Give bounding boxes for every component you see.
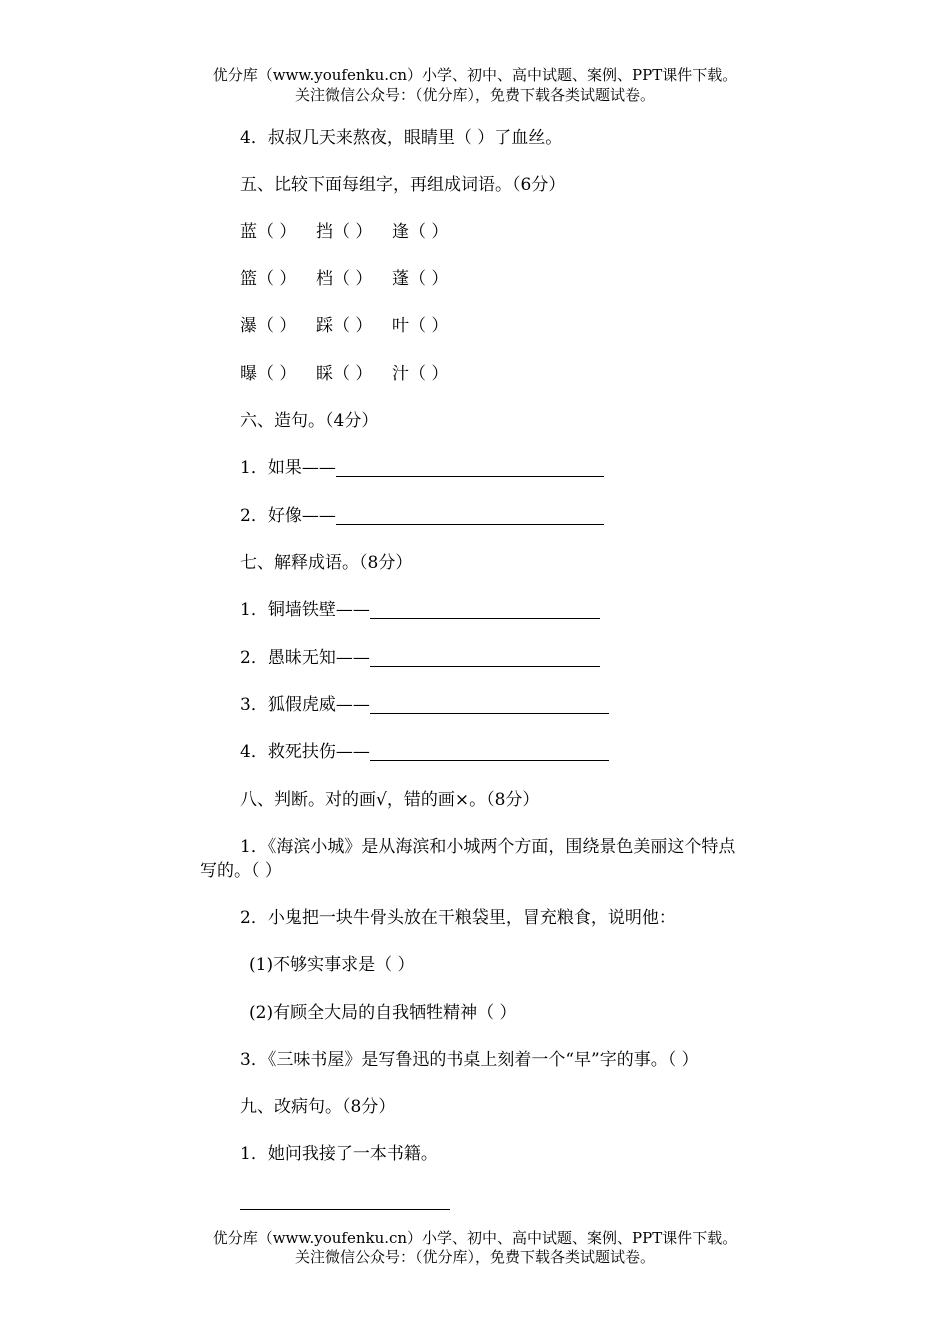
char-cell: 曝（ ） — [240, 364, 297, 384]
section-5-row-2 — [240, 268, 468, 290]
char-cell: 蓬（ ） — [392, 269, 449, 289]
section-8-item-2-sub-2: (2)有顾全大局的自我牺牲精神（ ） — [249, 1003, 517, 1023]
header-line-2: 关注微信公众号：（优分库），免费下载各类试题试卷。 — [294, 86, 655, 104]
item-label: 3．狐假虎威—— — [240, 695, 370, 715]
section-8-item-1-line-1: 1．《海滨小城》是从海滨和小城两个方面，围绕景色美丽这个特点 — [240, 837, 736, 857]
section-6-title: 六、造句。（4分） — [240, 411, 379, 431]
char-cell: 逢（ ） — [392, 222, 449, 242]
char-cell: 档（ ） — [316, 269, 373, 289]
item-label: 1．铜墙铁壁—— — [240, 600, 370, 620]
char-cell: 瀑（ ） — [240, 316, 297, 336]
answer-blank[interactable] — [370, 695, 609, 714]
section-7-title: 七、解释成语。（8分） — [240, 553, 413, 573]
char-cell: 篮（ ） — [240, 269, 297, 289]
footer-line-1: 优分库（www.youfenku.cn）小学、初中、高中试题、案例、PPT课件下载。 — [212, 1229, 738, 1247]
question-4-item-4: 4．叔叔几天来熬夜，眼睛里（ ）了血丝。 — [240, 128, 563, 148]
char-cell: 汁（ ） — [392, 364, 449, 384]
section-7-item-4 — [240, 741, 609, 763]
section-8-item-3: 3．《三味书屋》是写鲁迅的书桌上刻着一个“早”字的事。（ ） — [240, 1050, 699, 1070]
footnote-separator — [240, 1209, 450, 1210]
section-8-item-2: 2．小鬼把一块牛骨头放在干粮袋里，冒充粮食，说明他： — [240, 908, 676, 928]
answer-blank[interactable] — [336, 506, 604, 525]
answer-blank[interactable] — [370, 648, 600, 667]
answer-blank[interactable] — [336, 458, 604, 477]
char-cell: 踩（ ） — [316, 316, 373, 336]
section-6-item-1 — [240, 457, 604, 479]
footer-line-2: 关注微信公众号：（优分库），免费下载各类试题试卷。 — [294, 1248, 655, 1266]
section-8-item-2-sub-1: (1)不够实事求是（ ） — [249, 955, 415, 975]
answer-blank[interactable] — [370, 742, 609, 761]
item-label: 1．如果—— — [240, 458, 336, 478]
item-label: 4．救死扶伤—— — [240, 742, 370, 762]
section-5-row-1 — [240, 221, 468, 243]
char-cell: 叶（ ） — [392, 316, 449, 336]
char-cell: 睬（ ） — [316, 364, 373, 384]
answer-blank[interactable] — [370, 600, 600, 619]
header-line-1: 优分库（www.youfenku.cn）小学、初中、高中试题、案例、PPT课件下载。 — [212, 66, 738, 84]
item-label: 2．好像—— — [240, 506, 336, 526]
section-9-title: 九、改病句。（8分） — [240, 1097, 396, 1117]
section-7-item-3 — [240, 694, 609, 716]
section-6-item-2 — [240, 505, 604, 527]
section-9-item-1: 1．她问我接了一本书籍。 — [240, 1144, 438, 1164]
section-7-item-1 — [240, 599, 600, 621]
section-5-title: 五、比较下面每组字，再组成词语。（6分） — [240, 175, 566, 195]
char-cell: 挡（ ） — [316, 222, 373, 242]
section-5-row-3 — [240, 315, 468, 337]
char-cell: 蓝（ ） — [240, 222, 297, 242]
section-5-row-4 — [240, 363, 468, 385]
section-7-item-2 — [240, 647, 600, 669]
section-8-item-1-line-2: 写的。（ ） — [200, 861, 282, 881]
item-label: 2．愚昧无知—— — [240, 648, 370, 668]
section-8-title: 八、判断。对的画√，错的画×。（8分） — [240, 790, 540, 810]
